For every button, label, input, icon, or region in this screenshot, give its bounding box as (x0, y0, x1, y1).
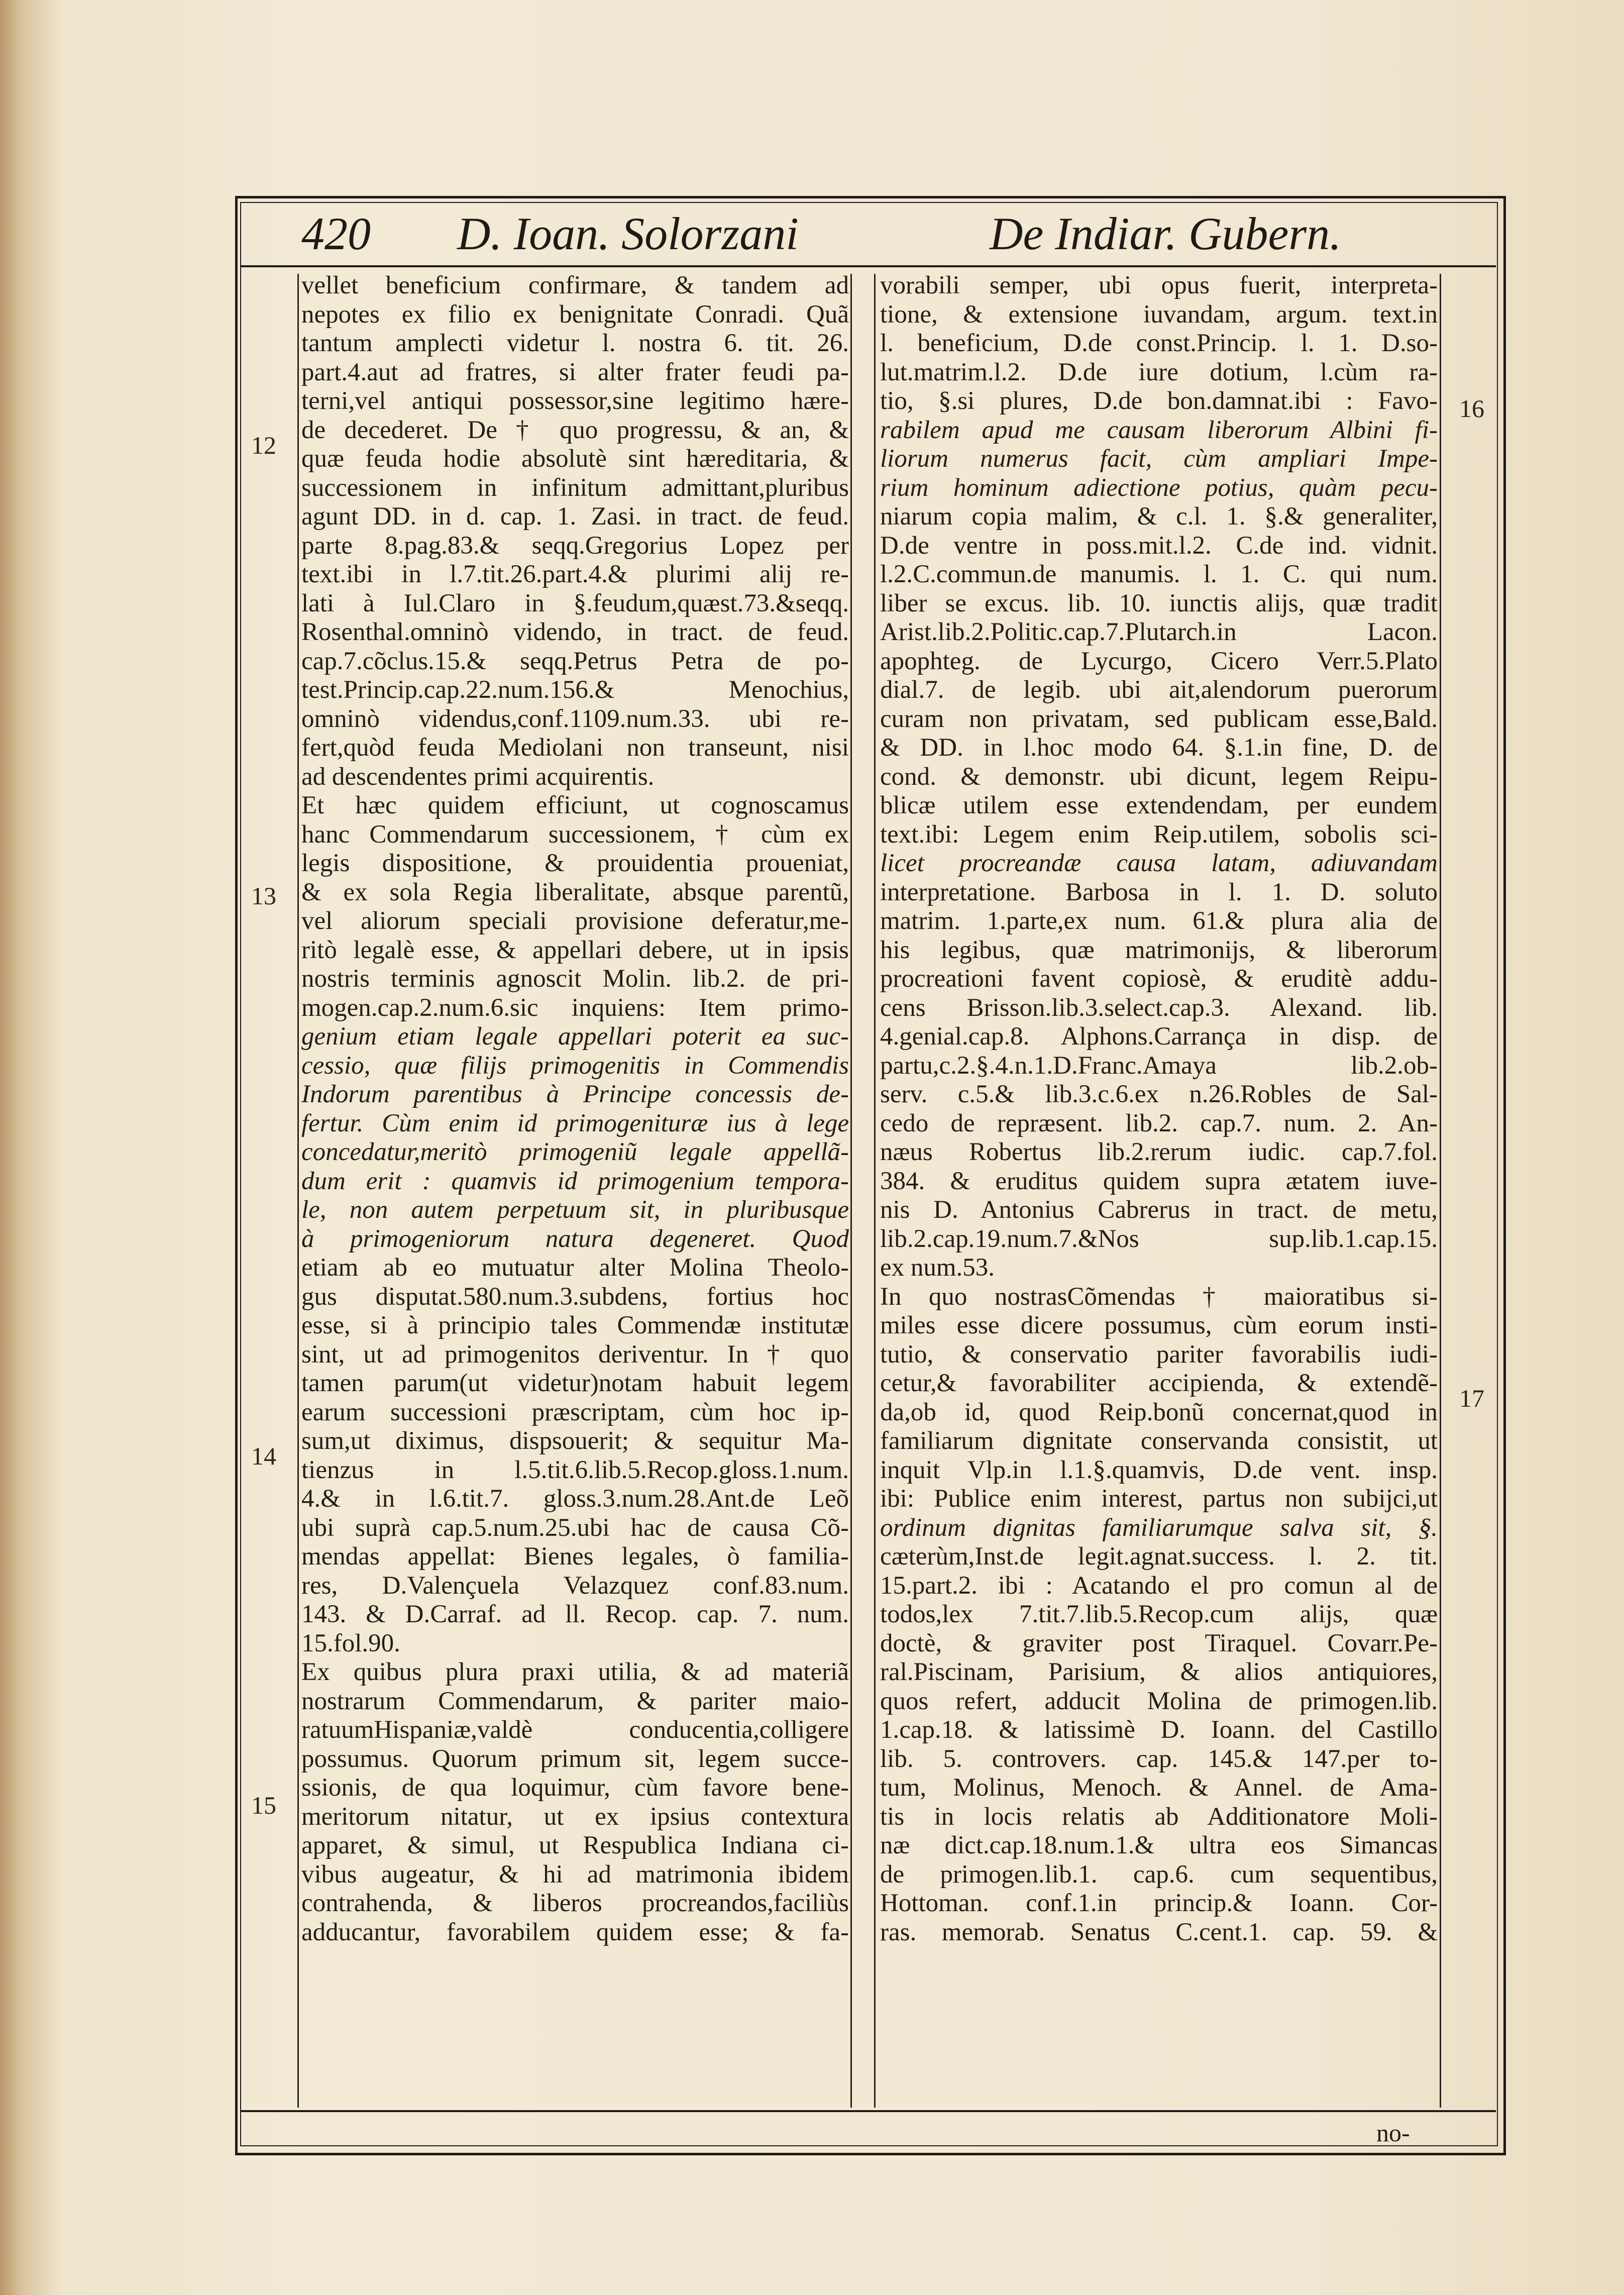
text-line: mogen.cap.2.num.6.sic inquiens: Item primo- (301, 993, 849, 1022)
text-line: genium etiam legale appellari poterit ea suc- (301, 1022, 849, 1051)
text-line: & ex sola Regia liberalitate, absque parentũ, (301, 878, 849, 906)
text-line: agunt DD. in d. cap. 1. Zasi. in tract. de feud. (301, 502, 849, 531)
text-line: vellet beneficium confirmare, & tandem ad (301, 271, 849, 299)
text-line: cetur,& favorabiliter accipienda, & extendẽ- (880, 1369, 1438, 1397)
margin-number-14: 14 (251, 1442, 276, 1470)
text-line: lut.matrim.l.2. D.de iure dotium, l.cùm ra- (880, 358, 1438, 386)
text-line: nostris terminis agnoscit Molin. lib.2. de pri- (301, 965, 849, 993)
text-line: res, D.Valençuela Velazquez conf.83.num. (301, 1571, 849, 1600)
text-line: meritorum nitatur, ut ex ipsius contextura (301, 1802, 849, 1831)
text-line: & DD. in l.hoc modo 64. §.1.in fine, D. de (880, 734, 1438, 762)
text-line: Ex quibus plura praxi utilia, & ad materiã (301, 1658, 849, 1686)
margin-number-17: 17 (1459, 1384, 1484, 1412)
text-line: cens Brisson.lib.3.select.cap.3. Alexand. lib. (880, 993, 1438, 1022)
text-line: part.4.aut ad fratres, si alter frater feudi pa- (301, 358, 849, 386)
column-rule-right (1440, 274, 1441, 2108)
text-line: tutio, & conservatio pariter favorabilis iudi- (880, 1340, 1438, 1369)
text-line: matrim. 1.parte,ex num. 61.& plura alia de (880, 907, 1438, 935)
text-line: vel aliorum speciali provisione deferatur,me- (301, 907, 849, 935)
text-line: partu,c.2.§.4.n.1.D.Franc.Amaya lib.2.ob- (880, 1051, 1438, 1080)
text-line: quos refert, adducit Molina de primogen.lib. (880, 1687, 1438, 1715)
text-line: apparet, & simul, ut Respublica Indiana ci- (301, 1831, 849, 1859)
text-line: familiarum dignitate conservanda consistit, ut (880, 1427, 1438, 1455)
text-line: curam non privatam, sed publicam esse,Bald. (880, 704, 1438, 733)
text-line: possumus. Quorum primum sit, legem succe- (301, 1744, 849, 1773)
text-line: ritò legalè esse, & appellari debere, ut in ipsis (301, 935, 849, 964)
text-line: rabilem apud me causam liberorum Albini fi- (880, 415, 1438, 444)
text-line: vibus augeatur, & hi ad matrimonia ibidem (301, 1860, 849, 1889)
text-line: Indorum parentibus à Principe concessis de- (301, 1080, 849, 1108)
text-line: liber se excus. lib. 10. iunctis alijs, quæ tradit (880, 589, 1438, 617)
text-line: terni,vel antiqui possessor,sine legitimo hære- (301, 387, 849, 415)
text-line: 384. & eruditus quidem supra ætatem iuve- (880, 1167, 1438, 1195)
text-line: 143. & D.Carraf. ad ll. Recop. cap. 7. num. (301, 1600, 849, 1628)
text-line: In quo nostrasCõmendas † maioratibus si- (880, 1282, 1438, 1311)
text-line: rium hominum adiectione potius, quàm pecu- (880, 473, 1438, 502)
margin-number-15: 15 (251, 1791, 276, 1819)
text-line: ral.Piscinam, Parisium, & alios antiquiores, (880, 1658, 1438, 1686)
text-line: ordinum dignitas familiarumque salva sit, §. (880, 1513, 1438, 1542)
text-line: cessio, quæ filijs primogenitis in Commendis (301, 1051, 849, 1080)
text-line: cæterùm,Inst.de legit.agnat.success. l. 2. tit. (880, 1542, 1438, 1571)
text-line: ex num.53. (880, 1254, 995, 1282)
text-line: inquit Vlp.in l.1.§.quamvis, D.de vent. insp. (880, 1455, 1438, 1484)
head-rule (240, 265, 1496, 267)
text-line: cap.7.cõclus.15.& seqq.Petrus Petra de po- (301, 647, 849, 675)
text-line: text.ibi: Legem enim Reip.utilem, sobolis sci- (880, 820, 1438, 849)
catchword: no- (1376, 2119, 1410, 2147)
margin-number-12: 12 (251, 431, 276, 459)
text-line: doctè, & graviter post Tiraquel. Covarr.Pe- (880, 1629, 1438, 1657)
text-line: earum successioni præscriptam, cùm hoc ip- (301, 1398, 849, 1426)
text-line: 15.part.2. ibi : Acatando el pro comun al de (880, 1571, 1438, 1600)
text-line: cond. & demonstr. ubi dicunt, legem Reipu- (880, 762, 1438, 791)
text-line: tantum amplecti videtur l. nostra 6. tit. 26. (301, 329, 849, 357)
column-rule-left (297, 274, 299, 2108)
text-line: quæ feuda hodie absolutè sint hæreditaria, & (301, 445, 849, 473)
text-line: parte 8.pag.83.& seqq.Gregorius Lopez per (301, 531, 849, 560)
text-line: nostrarum Commendarum, & pariter maio- (301, 1687, 849, 1715)
text-line: ras. memorab. Senatus C.cent.1. cap. 59. & (880, 1918, 1438, 1946)
column-rule-center-right (874, 274, 876, 2108)
text-line: miles esse dicere possumus, cùm eorum insti- (880, 1311, 1438, 1339)
text-line: ubi suprà cap.5.num.25.ubi hac de causa Cõ- (301, 1513, 849, 1542)
text-line: omninò videndus,conf.1109.num.33. ubi re- (301, 704, 849, 733)
text-line: fertur. Cùm enim id primogenituræ ius à lege (301, 1109, 849, 1137)
text-line: blicæ utilem esse extendendam, per eundem (880, 791, 1438, 819)
text-line: sum,ut diximus, dispsouerit; & sequitur Ma- (301, 1427, 849, 1455)
text-line: de decederet. De † quo progressu, & an, & (301, 415, 849, 444)
text-line: ad descendentes primi acquirentis. (301, 762, 655, 791)
text-line: liorum numerus facit, cùm ampliari Impe- (880, 445, 1438, 473)
text-line: hanc Commendarum successionem, † cùm ex (301, 820, 849, 849)
text-line: sint, ut ad primogenitos deriventur. In † quo (301, 1340, 849, 1369)
text-line: Rosenthal.omninò videndo, in tract. de feud. (301, 618, 849, 646)
text-line: mendas appellat: Bienes legales, ò familia- (301, 1542, 849, 1571)
text-line: esse, si à principio tales Commendæ institutæ (301, 1311, 849, 1339)
text-line: ssionis, de qua loquimur, cùm favore bene- (301, 1774, 849, 1802)
text-line: ratuumHispaniæ,valdè conducentia,colligere (301, 1716, 849, 1744)
right-text-column (880, 271, 1438, 1947)
text-line: nis D. Antonius Cabrerus in tract. de metu, (880, 1196, 1438, 1224)
text-line: vorabili semper, ubi opus fuerit, interpreta- (880, 271, 1438, 299)
text-line: tione, & extensione iuvandam, argum. text.in (880, 300, 1438, 329)
text-line: D.de ventre in poss.mit.l.2. C.de ind. vidnit. (880, 531, 1438, 560)
text-line: contrahenda, & liberos procreandos,faciliùs (301, 1889, 849, 1917)
text-line: 4.genial.cap.8. Alphons.Carrança in disp. de (880, 1022, 1438, 1051)
bottom-rule (240, 2110, 1496, 2112)
text-line: fert,quòd feuda Mediolani non transeunt, nisi (301, 734, 849, 762)
author-name: D. Ioan. Solorzani (457, 208, 799, 259)
book-title: De Indiar. Gubern. (990, 208, 1342, 259)
text-line: todos,lex 7.tit.7.lib.5.Recop.cum alijs, quæ (880, 1600, 1438, 1628)
text-line: tum, Molinus, Menoch. & Annel. de Ama- (880, 1774, 1438, 1802)
margin-number-16: 16 (1459, 394, 1484, 423)
text-line: niarum copia malim, & c.l. 1. §.& generaliter, (880, 502, 1438, 531)
text-line: lib.2.cap.19.num.7.&Nos sup.lib.1.cap.15. (880, 1224, 1438, 1253)
text-line: 4.& in l.6.tit.7. gloss.3.num.28.Ant.de Leõ (301, 1485, 849, 1513)
text-line: cedo de repræsent. lib.2. cap.7. num. 2. An- (880, 1109, 1438, 1137)
text-line: Hottoman. conf.1.in princip.& Ioann. Cor- (880, 1889, 1438, 1917)
text-line: da,ob id, quod Reip.bonũ concernat,quod in (880, 1398, 1438, 1426)
text-line: licet procreandæ causa latam, adiuvandam (880, 849, 1438, 877)
text-line: text.ibi in l.7.tit.26.part.4.& plurimi alij re- (301, 560, 849, 588)
left-text-column (301, 271, 849, 1947)
text-line: à primogeniorum natura degeneret. Quod (301, 1224, 849, 1253)
text-line: næ dict.cap.18.num.1.& ultra eos Simancas (880, 1831, 1438, 1859)
text-line: test.Princip.cap.22.num.156.& Menochius, (301, 676, 849, 704)
text-line: næus Robertus lib.2.rerum iudic. cap.7.fol. (880, 1138, 1438, 1166)
text-line: adducantur, favorabilem quidem esse; & fa- (301, 1918, 849, 1946)
text-line: tio, §.si plures, D.de bon.damnat.ibi : Favo- (880, 387, 1438, 415)
text-line: concedatur,meritò primogeniũ legale appellã- (301, 1138, 849, 1166)
text-line: 1.cap.18. & latissimè D. Ioann. del Castillo (880, 1716, 1438, 1744)
text-line: successionem in infinitum admittant,pluribus (301, 473, 849, 502)
text-line: tis in locis relatis ab Additionatore Moli- (880, 1802, 1438, 1831)
text-line: gus disputat.580.num.3.subdens, fortius hoc (301, 1282, 849, 1311)
page-number: 420 (301, 208, 371, 259)
text-line: lati à Iul.Claro in §.feudum,quæst.73.&seqq. (301, 589, 849, 617)
margin-number-13: 13 (251, 882, 276, 910)
text-line: dial.7. de legib. ubi ait,alendorum puerorum (880, 676, 1438, 704)
text-line: Et hæc quidem efficiunt, ut cognoscamus (301, 791, 849, 819)
text-line: etiam ab eo mutuatur alter Molina Theolo- (301, 1254, 849, 1282)
text-line: legis dispositione, & prouidentia proueniat, (301, 849, 849, 877)
text-line: lib. 5. controvers. cap. 145.& 147.per to- (880, 1744, 1438, 1773)
text-line: nepotes ex filio ex benignitate Conradi. Quã (301, 300, 849, 329)
text-line: interpretatione. Barbosa in l. 1. D. soluto (880, 878, 1438, 906)
text-line: serv. c.5.& lib.3.c.6.ex n.26.Robles de Sal- (880, 1080, 1438, 1108)
text-line: tienzus in l.5.tit.6.lib.5.Recop.gloss.1.num. (301, 1455, 849, 1484)
text-line: his legibus, quæ matrimonijs, & liberorum (880, 935, 1438, 964)
text-line: tamen parum(ut videtur)notam habuit legem (301, 1369, 849, 1397)
text-line: 15.fol.90. (301, 1629, 400, 1657)
column-rule-center-left (850, 274, 852, 2108)
text-line: de primogen.lib.1. cap.6. cum sequentibus, (880, 1860, 1438, 1889)
text-line: dum erit : quamvis id primogenium tempora- (301, 1167, 849, 1195)
text-line: apophteg. de Lycurgo, Cicero Verr.5.Plato (880, 647, 1438, 675)
text-line: ibi: Publice enim interest, partus non subijci,ut (880, 1485, 1438, 1513)
text-line: l. beneficium, D.de const.Princip. l. 1. D.so- (880, 329, 1438, 357)
text-line: Arist.lib.2.Politic.cap.7.Plutarch.in Lacon. (880, 618, 1438, 646)
text-line: l.2.C.commun.de manumis. l. 1. C. qui num. (880, 560, 1438, 588)
text-line: procreationi favent copiosè, & eruditè addu- (880, 965, 1438, 993)
running-head (291, 203, 1457, 264)
text-line: le, non autem perpetuum sit, in pluribusque (301, 1196, 849, 1224)
